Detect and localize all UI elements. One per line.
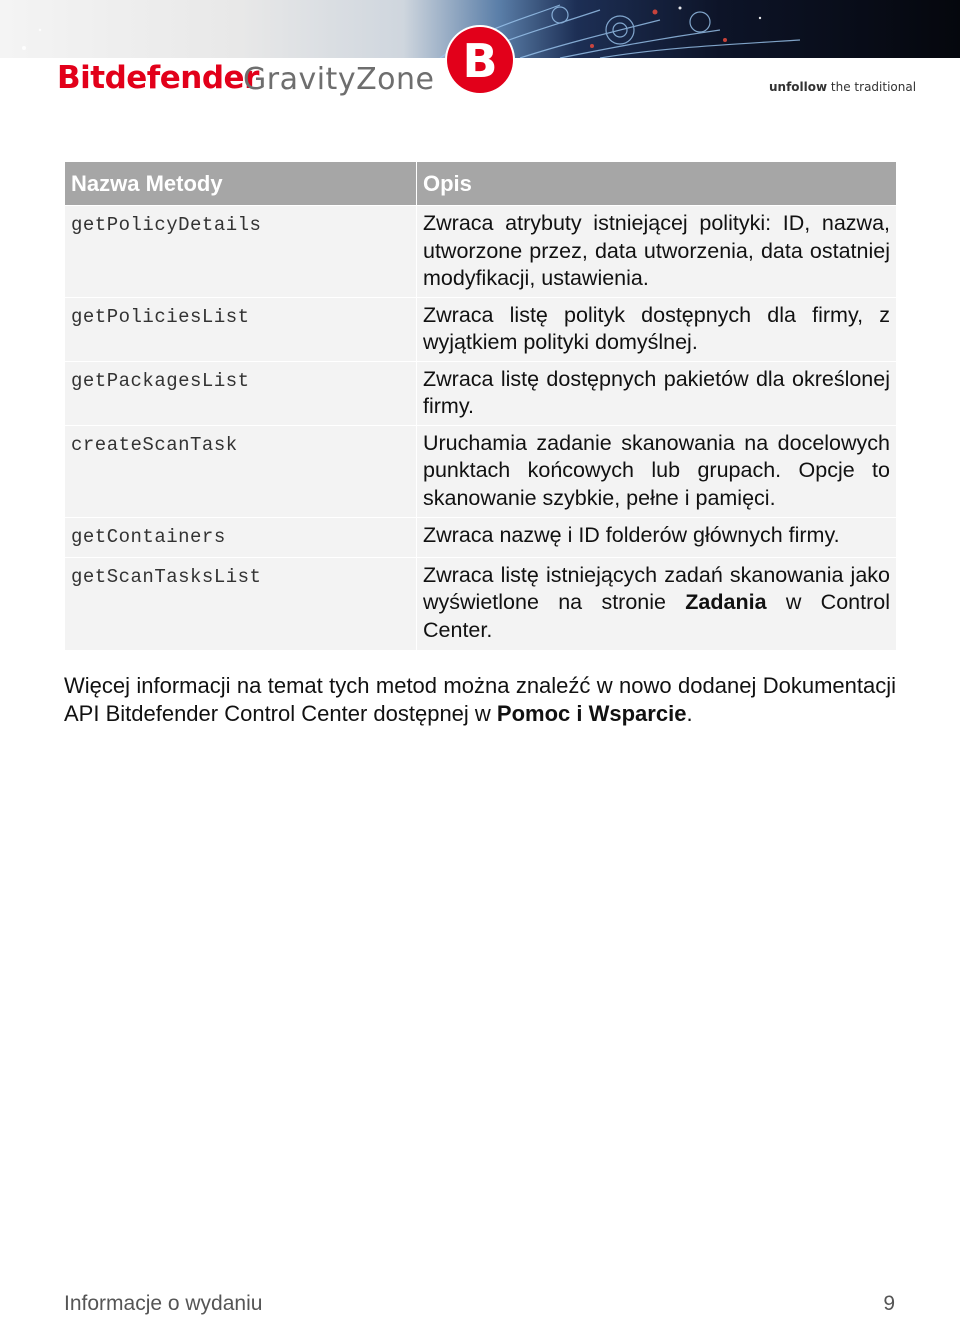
paragraph-text: . bbox=[686, 701, 693, 726]
api-methods-table bbox=[64, 161, 897, 651]
table-row bbox=[65, 206, 897, 298]
table-row bbox=[65, 425, 897, 517]
table-row bbox=[65, 557, 897, 650]
method-description: Zwraca nazwę i ID folderów głównych firmy. bbox=[417, 517, 897, 557]
tagline bbox=[769, 80, 916, 94]
tagline-bold: unfollow bbox=[769, 80, 828, 94]
paragraph-text: Więcej informacji na temat tych metod można znaleźć w nowo dodanej Dokumentacji API Bitdefender Control Center dostępnej w bbox=[64, 673, 896, 726]
method-description: Zwraca listę polityk dostępnych dla firmy, z wyjątkiem polityki domyślnej. bbox=[417, 297, 897, 361]
table-row bbox=[65, 517, 897, 557]
table-row bbox=[65, 361, 897, 425]
method-name: getContainers bbox=[65, 517, 417, 557]
description-text: w Control Center. bbox=[423, 590, 890, 642]
method-description: Zwraca listę dostępnych pakietów dla określonej firmy. bbox=[417, 361, 897, 425]
bitdefender-b-logo-icon bbox=[447, 27, 513, 93]
method-name: getPolicyDetails bbox=[65, 206, 417, 298]
table-row bbox=[65, 297, 897, 361]
description-text: Zwraca listę istniejących zadań skanowania jako wyświetlone na stronie bbox=[423, 562, 890, 614]
method-name: getPackagesList bbox=[65, 361, 417, 425]
product-name: GravityZone bbox=[243, 62, 435, 97]
more-info-paragraph bbox=[64, 672, 896, 728]
page-number: 9 bbox=[883, 1292, 895, 1315]
method-description: Uruchamia zadanie skanowania na docelowych punktach końcowych lub grupach. Opcje to skanowanie szybkie, pełne i pamięci. bbox=[417, 425, 897, 517]
tagline-rest: the traditional bbox=[827, 80, 917, 94]
footer-section-title: Informacje o wydaniu bbox=[64, 1292, 263, 1315]
method-name: createScanTask bbox=[65, 425, 417, 517]
method-description bbox=[417, 557, 897, 650]
column-header-description: Opis bbox=[417, 162, 897, 206]
brand-logo-text: Bitdefender bbox=[57, 60, 259, 96]
method-name: getScanTasksList bbox=[65, 557, 417, 650]
badge-letter: B bbox=[462, 34, 498, 88]
method-name: getPoliciesList bbox=[65, 297, 417, 361]
table-header-row bbox=[65, 162, 897, 206]
column-header-method: Nazwa Metody bbox=[65, 162, 417, 206]
description-bold-text: Zadania bbox=[685, 590, 767, 614]
help-and-support-link: Pomoc i Wsparcie bbox=[496, 701, 687, 726]
method-description: Zwraca atrybuty istniejącej polityki: ID, nazwa, utworzone przez, data utworzenia, data ostatniej modyfikacji, ustawienia. bbox=[417, 206, 897, 298]
